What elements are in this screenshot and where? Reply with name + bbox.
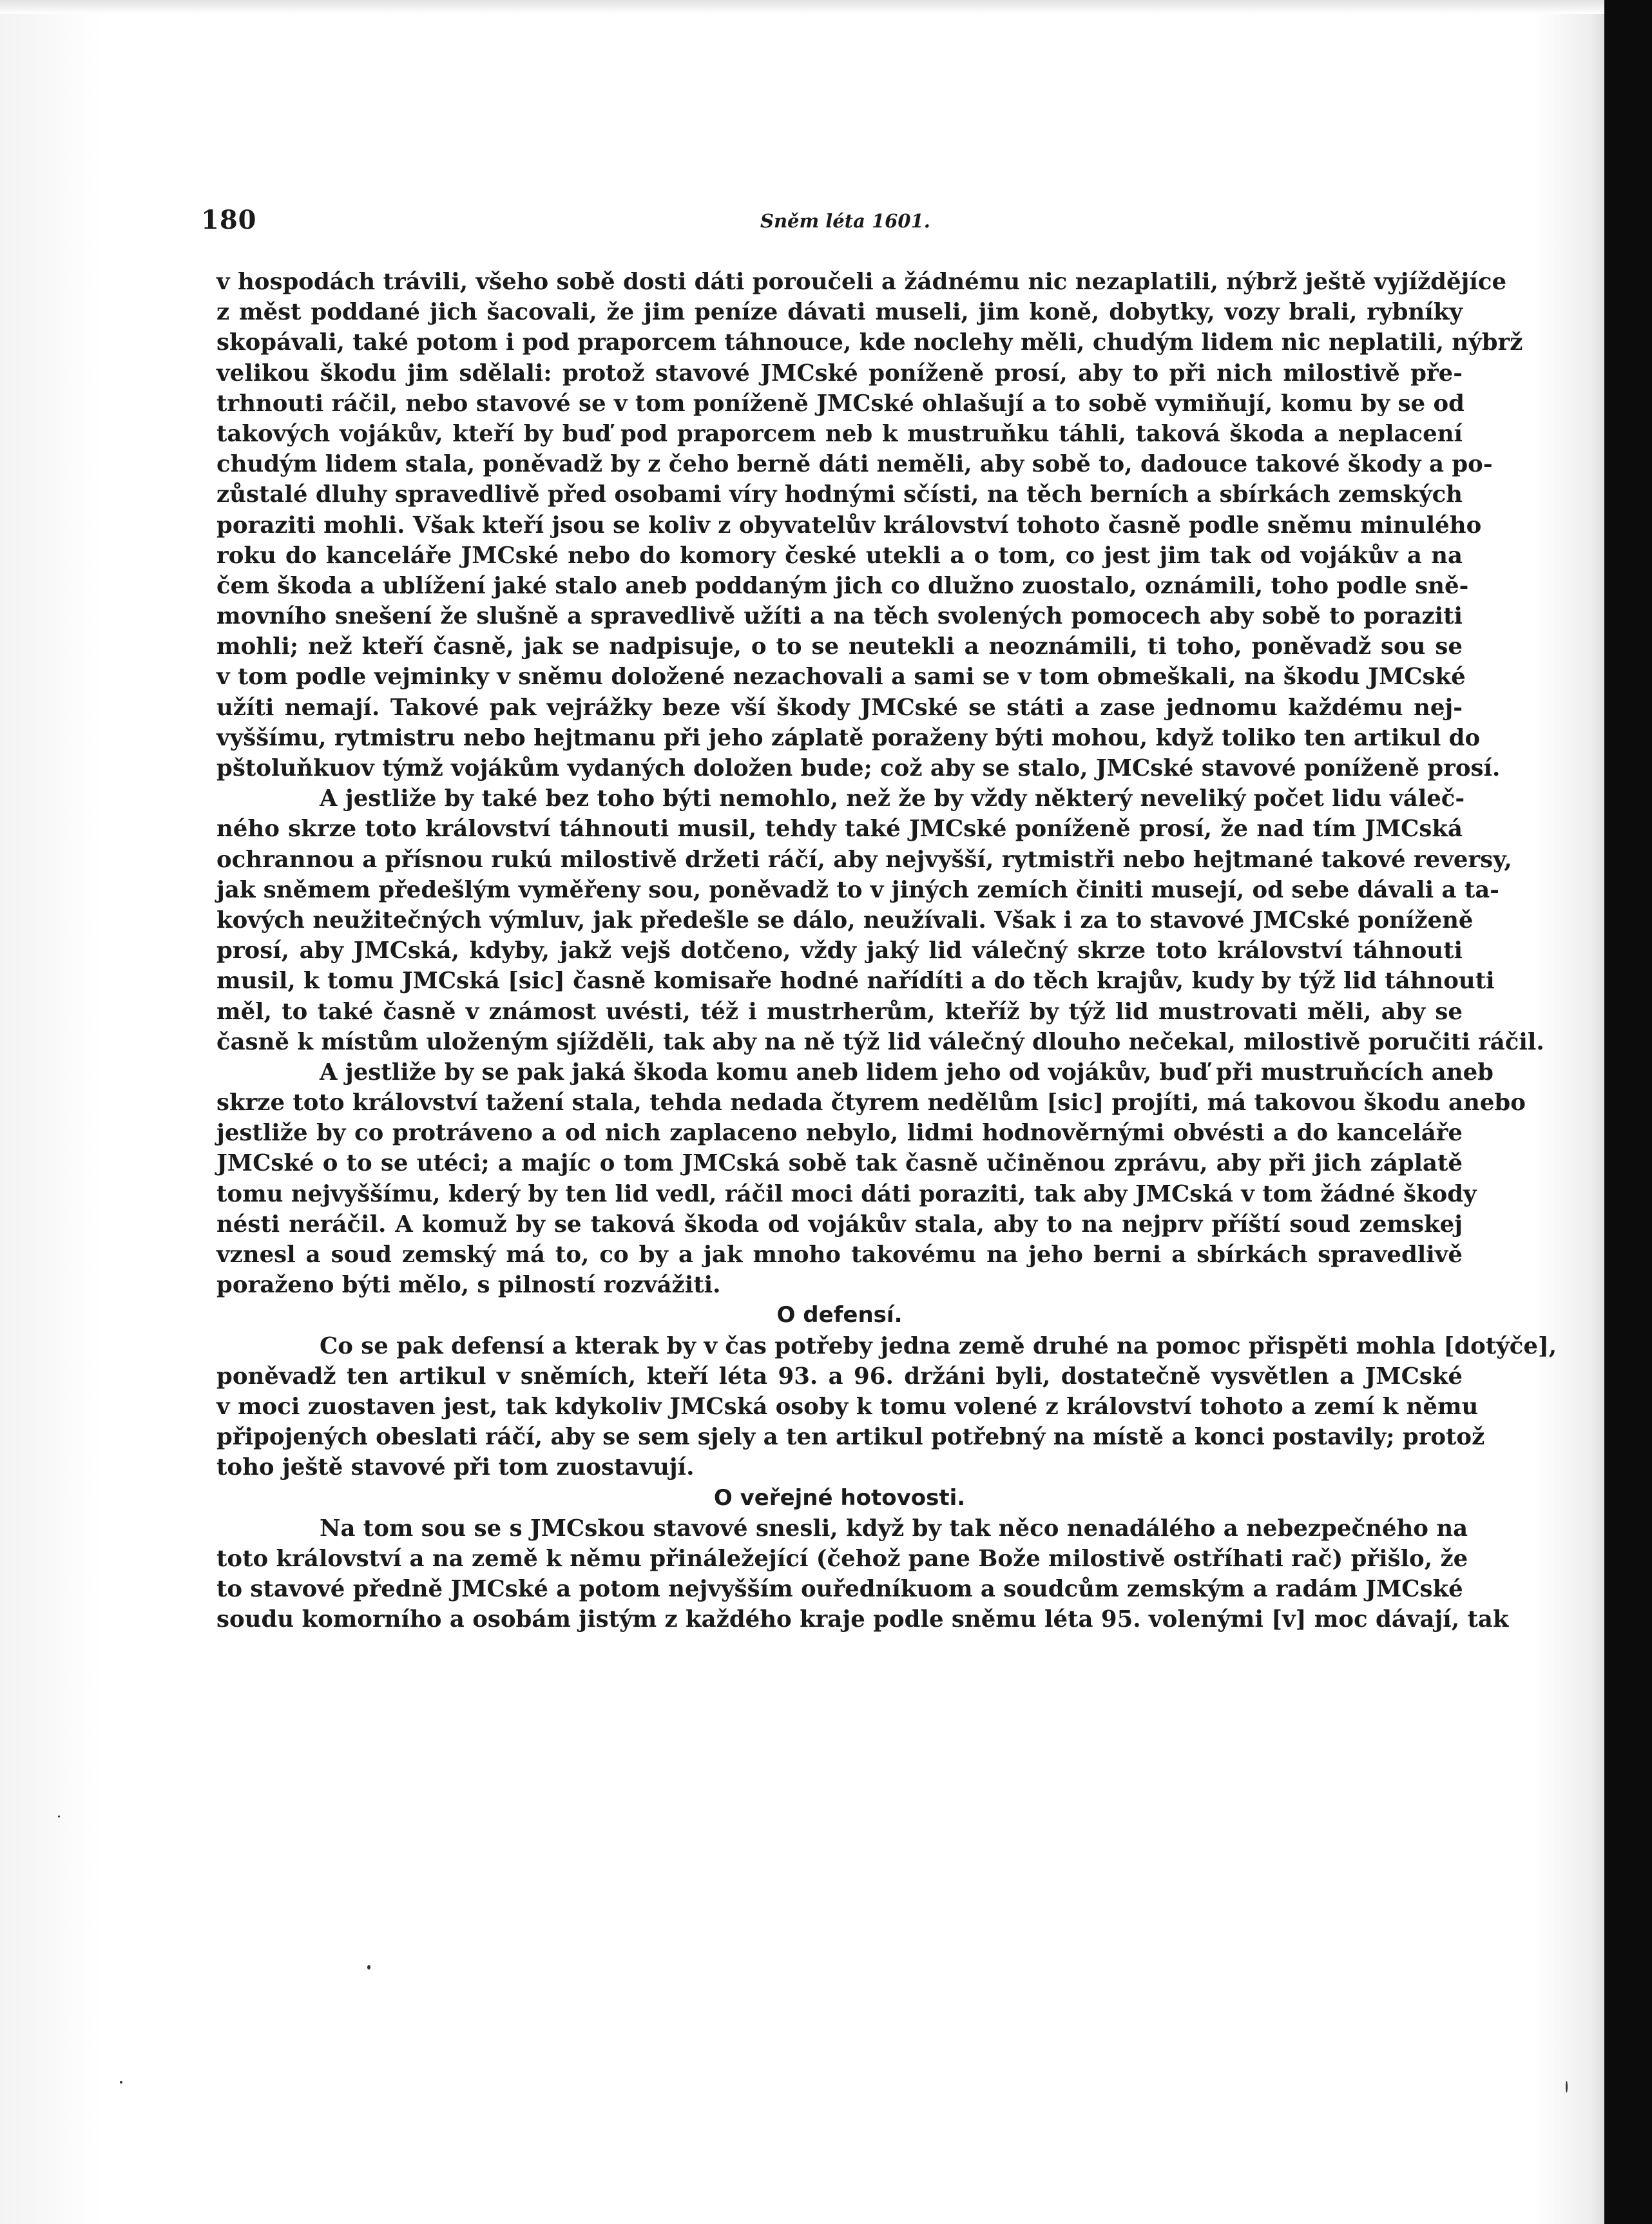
section-heading: O veřejné hotovosti. [713, 1484, 966, 1511]
text-line: poraziti mohli. Však kteří jsou se koliv z obyvatelův království tohoto časně podle sněmu minulého [216, 512, 1482, 539]
page-header [0, 205, 1604, 244]
paragraph-start: A jestliže by se pak jaká škoda komu aneb lidem jeho od vojákův, buď při mustruňcích aneb [320, 1059, 1494, 1086]
text-line: připojených obeslati ráčí, aby se sem sjely a ten artikul potřebný na místě a konci postavily; protož [216, 1424, 1485, 1451]
text-line: soudu komorního a osobám jistým z každého kraje podle sněmu léta 95. volenými [v] moc dávají, tak [216, 1606, 1509, 1633]
text-line: mohli; než kteří časně, jak se nadpisuje, o to se neutekli a neoznámili, ti toho, poněvadž sou se [216, 633, 1463, 660]
text-line: čem škoda a ublížení jaké stalo aneb poddaným jich co dlužno zuostalo, oznámili, toho podle sně- [216, 572, 1469, 599]
text-line: jestliže by co protráveno a od nich zaplaceno nebylo, lidmi hodnověrnými obvésti a do kanceláře [216, 1120, 1463, 1147]
text-line: musil, k tomu JMCská [sic] časně komisaře hodné nařídíti a do těch krajův, kudy by týž lid táhnouti [216, 968, 1495, 995]
paragraph-start: Na tom sou se s JMCskou stavové snesli, když by tak něco nenadálého a nebezpečného na [320, 1515, 1468, 1542]
text-line: v tom podle vejminky v sněmu doložené nezachovali a sami se v tom obmeškali, na škodu JMCské [216, 664, 1466, 691]
text-line: chudým lidem stala, poněvadž by z čeho berně dáti neměli, aby sobě to, dadouce takové škody a po- [216, 451, 1493, 478]
text-line: časně k místům uloženým sjížděli, tak aby na ně týž lid válečný dlouho nečekal, milostivě poručiti ráčil. [216, 1028, 1544, 1055]
scan-speck [58, 1816, 60, 1817]
text-line: toho ještě stavové při tom zuostavují. [216, 1454, 695, 1481]
text-line: prosí, aby JMCská, kdyby, jakž vejš dotčeno, vždy jaký lid válečný skrze toto království táhnouti [216, 937, 1463, 964]
text-line: to stavové předně JMCské a potom nejvyšším ouředníkuom a soudcům zemským a radám JMCské [216, 1576, 1463, 1603]
section-heading: O defensí. [776, 1302, 903, 1328]
text-line: skrze toto království tažení stala, tehda nedada čtyrem nedělům [sic] projíti, má takovou škodu anebo [216, 1089, 1526, 1117]
scan-speck [1566, 2081, 1568, 2093]
text-line: vyššímu, rytmistru nebo hejtmanu při jeho záplatě poraženy býti mohou, když toliko ten artikul do [216, 724, 1481, 751]
page-number: 180 [201, 205, 257, 235]
text-line: vznesl a soud zemský má to, co by a jak mnoho takovému na jeho berni a sbírkách spravedlivě [216, 1241, 1463, 1268]
scan-speck [367, 1965, 370, 1970]
text-line: skopávali, také potom i pod praporcem táhnouce, kde noclehy měli, chudým lidem nic neplatili, nýbrž [216, 329, 1523, 356]
text-line: zůstalé dluhy spravedlivě před osobami víry hodnými sčísti, na těch berních a sbírkách zemských [216, 481, 1463, 508]
text-line: JMCské o to se utéci; a majíc o tom JMCská sobě tak časně učiněnou zprávu, aby při jich záplatě [216, 1150, 1463, 1177]
text-line: roku do kanceláře JMCské nebo do komory české utekli a o tom, co jest jim tak od vojákův a na [216, 542, 1463, 569]
text-line: pštoluňkuov týmž vojákům vydaných doložen bude; což aby se stalo, JMCské stavové poníženě prosí. [216, 755, 1501, 781]
scan-border [1604, 0, 1652, 2224]
text-line: velikou škodu jim sdělali: protož stavové JMCské poníženě prosí, aby to při nich milostivě pře- [216, 359, 1463, 387]
text-line: movního snešení že slušně a spravedlivě užíti a na těch svolených pomocech aby sobě to poraziti [216, 603, 1463, 630]
text-line: jak sněmem předešlým vyměřeny sou, poněvadž to v jiných zemích činiti musejí, od sebe dávali a ta- [216, 876, 1500, 903]
text-line: ochrannou a přísnou rukú milostivě držeti ráčí, aby nejvyšší, rytmistři nebo hejtmané takové reversy, [216, 846, 1512, 873]
text-line: z měst poddané jich šacovali, že jim peníze dávati museli, jim koně, dobytky, vozy brali, rybníky [216, 299, 1463, 326]
text-line: užíti nemají. Takové pak vejrážky beze vší škody JMCské se státi a zase jednomu každému nej- [216, 694, 1463, 721]
text-line: poněvadž ten artikul v sněmích, kteří léta 93. a 96. držáni byli, dostatečně vysvětlen a JMCské [216, 1363, 1463, 1390]
text-line: tomu nejvyššímu, kderý by ten lid vedl, ráčil moci dáti poraziti, tak aby JMCská v tom žádné škody [216, 1180, 1477, 1207]
text-line: nésti neráčil. A komuž by se taková škoda od vojákův stala, aby to na nejprv příští soud zemskej [216, 1211, 1463, 1238]
paragraph-start: A jestliže by také bez toho býti nemohlo, než že by vždy některý neveliký počet lidu váleč- [320, 785, 1465, 812]
text-line: trhnouti ráčil, nebo stavové se v tom poníženě JMCské ohlašují a to sobě vymiňují, komu by se od [216, 390, 1465, 417]
text-line: v hospodách trávili, všeho sobě dosti dáti poroučeli a žádnému nic nezaplatili, nýbrž ještě vyjíždějíce [216, 269, 1507, 295]
text-line: měl, to také časně v známost uvésti, též i mustrherům, kteříž by týž lid mustrovati měli, aby se [216, 998, 1463, 1025]
text-line: ného skrze toto království táhnouti musil, tehdy také JMCské poníženě prosí, že nad tím JMCská [216, 816, 1463, 843]
text-line: poraženo býti mělo, s pilností rozvážiti. [216, 1272, 721, 1299]
text-line: v moci zuostaven jest, tak kdykoliv JMCská osoby k tomu volené z království tohoto a zemí k němu [216, 1393, 1479, 1420]
scan-top-edge [0, 0, 1604, 14]
scan-speck [120, 2081, 122, 2084]
paragraph-start: Co se pak defensí a kterak by v čas potřeby jedna země druhé na pomoc přispěti mohla [dotýče], [320, 1332, 1557, 1359]
text-line: toto království a na země k němu přináležející (čehož pane Bože milostivě ostříhati rač) přišlo, že [216, 1545, 1468, 1572]
running-title: Sněm léta 1601. [760, 210, 930, 232]
text-line: takových vojákův, kteří by buď pod praporcem neb k mustruňku táhli, taková škoda a neplacení [216, 420, 1463, 447]
text-line: kových neužitečných výmluv, jak předešle se dálo, neužívali. Však i za to stavové JMCské poníženě [216, 906, 1474, 934]
body-text [216, 267, 1557, 1634]
